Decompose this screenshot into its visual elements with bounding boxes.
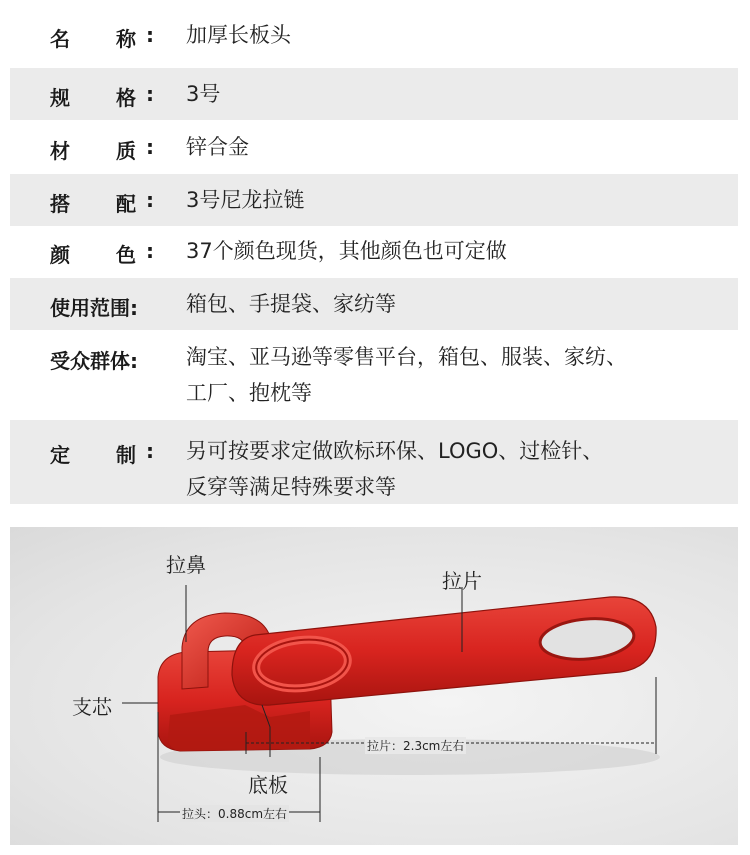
spec-row-usage: 使用范围: 箱包、手提袋、家纺等 bbox=[10, 278, 738, 330]
callout-core: 支芯 bbox=[72, 695, 112, 719]
spec-row-name: 名 称 : 加厚长板头 bbox=[10, 10, 738, 60]
dimension-tab-length: 拉片：2.3cm左右 bbox=[367, 739, 465, 753]
spec-value-line: 工厂、抱枕等 bbox=[186, 381, 312, 405]
spec-value-line: 另可按要求定做欧标环保、LOGO、过检针、 bbox=[186, 439, 604, 463]
spec-value: 3号尼龙拉链 bbox=[186, 188, 305, 212]
callout-nose: 拉鼻 bbox=[166, 553, 206, 577]
spec-value-line: 反穿等满足特殊要求等 bbox=[186, 475, 396, 499]
spec-row-custom: 定 制 : 另可按要求定做欧标环保、LOGO、过检针、 反穿等满足特殊要求等 bbox=[10, 420, 738, 504]
spec-value: 37个颜色现货，其他颜色也可定做 bbox=[186, 239, 507, 263]
dimension-head-length: 拉头：0.88cm左右 bbox=[182, 807, 288, 821]
spec-row-size: 规 格 : 3号 bbox=[10, 68, 738, 120]
zipper-slider-illustration bbox=[10, 527, 738, 845]
spec-row-audience: 受众群体: 淘宝、亚马逊等零售平台，箱包、服装、家纺、 工厂、抱枕等 bbox=[10, 332, 738, 420]
spec-value: 加厚长板头 bbox=[186, 23, 291, 47]
spec-value: 箱包、手提袋、家纺等 bbox=[186, 292, 396, 316]
callout-base: 底板 bbox=[248, 773, 288, 797]
spec-value: 3号 bbox=[186, 82, 221, 106]
spec-row-material: 材 质 : 锌合金 bbox=[10, 122, 738, 172]
callout-tab: 拉片 bbox=[442, 569, 482, 593]
product-diagram bbox=[10, 527, 738, 845]
spec-value: 锌合金 bbox=[186, 135, 249, 159]
spec-value-line: 淘宝、亚马逊等零售平台，箱包、服装、家纺、 bbox=[186, 345, 627, 369]
spec-row-match: 搭 配 : 3号尼龙拉链 bbox=[10, 174, 738, 226]
spec-row-color: 颜 色 : 37个颜色现货，其他颜色也可定做 bbox=[10, 226, 738, 276]
